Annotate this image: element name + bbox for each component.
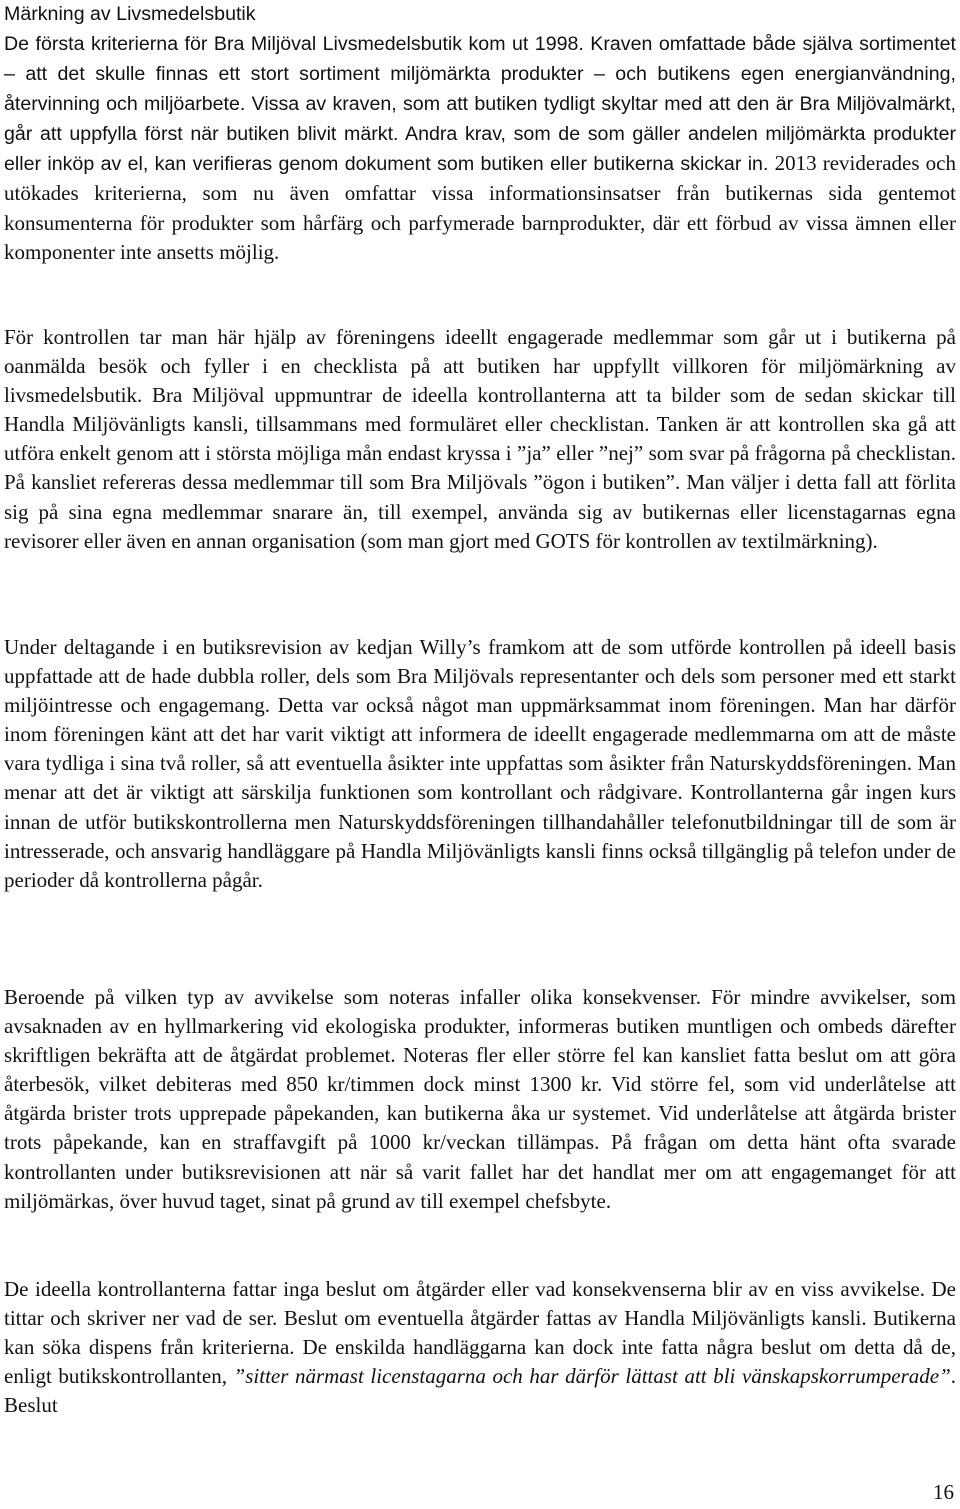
paragraph-criteria-sans: De första kriterierna för Bra Miljöval Livsmedelsbutik kom ut 1998. Kraven omfattade både själva sortimentet – att det skulle finnas ett stort sortiment miljömärkta produkter – och butikens egen energianvändning, återvinning och miljöarbete. Vissa av kraven, som att butiken tydligt skyltar med att den är Bra Miljövalmärkt, går att uppfylla först när butiken blivit märkt. Andra krav, som de som gäller andelen miljömärkta produkter eller inköp av el, kan verifieras genom dokument som butiken eller butikerna skickar in.	[4, 33, 956, 176]
paragraph-decisions	[4, 1275, 956, 1420]
paragraph-audit: Under deltagande i en butiksrevision av kedjan Willy’s framkom att de som utförde kontrollen på ideell basis uppfattade att de hade dubbla roller, dels som Bra Miljövals representanter och dels som personer med ett starkt miljöintresse och engagemang. Detta var också något man uppmärksammat inom föreningen. Man har därför inom föreningen känt att det har varit viktigt att informera de ideellt engagerade medlemmarna om att de måste vara tydliga i sina två roller, så att eventuella åsikter inte uppfattas som åsikter från Naturskyddsföreningen. Man menar att det är viktigt att särskilja funktionen som kontrollant och rådgivare. Kontrollanterna går ingen kurs innan de utför butikskontrollerna men Naturskyddsföreningen tillhandahåller telefonutbildningar till de som är intresserade, och ansvarig handläggare på Handla Miljövänligts kansli finns också tillgänglig på telefon under de perioder då kontrollerna pågår.	[4, 635, 956, 892]
quote-italic: ”sitter närmast licenstagarna och har därför lättast att bli vänskapskorrumperade”	[233, 1364, 951, 1389]
paragraph-criteria-serif: 2013 reviderades och utökades kriterierna, som nu även omfattar vissa informationsinsatser från butikernas sida gentemot konsumenterna för produkter som hårfärg och parfymerade barnprodukter, där ett förbud av vissa ämnen eller komponenter inte ansetts möjlig.	[4, 151, 956, 264]
paragraph-decisions-text: De ideella kontrollanterna fattar inga beslut om åtgärder eller vad konsekvenserna blir av en viss avvikelse. De tittar och skriver ner vad de ser. Beslut om eventuella åtgärder fattas av Handla Miljövänligts kansli. Butikerna kan söka dispens från kriterierna. De enskilda handläggarna kan dock inte fatta några beslut om detta då de, enligt butikskontrollanten,	[4, 1277, 956, 1389]
paragraph-consequences: Beroende på vilken typ av avvikelse som noteras infaller olika konsekvenser. För mindre avvikelser, som avsaknaden av en hyllmarkering vid ekologiska produkter, informeras butiken muntligen och ombeds därefter skriftligen bekräfta att de åtgärdat problemet. Noteras fler eller större fel kan kansliet fatta beslut om att göra återbesök, vilket debiteras med 850 kr/timmen dock minst 1300 kr. Vid större fel, som vid underlåtelse att åtgärda brister trots upprepade påpekanden, kan butikerna åka ur systemet. Vid underlåtelse att åtgärda brister trots påpekande, kan en straffavgift på 1000 kr/veckan tillämpas. På frågan om detta hänt ofta svarade kontrollanten under butiksrevisionen att när så varit fallet har det handlat mer om att engagemanget för att miljömärkas, över huvud taget, sinat på grund av till exempel chefsbyte.	[4, 985, 956, 1213]
page-number: 16	[933, 1480, 954, 1504]
paragraph-decisions-tail: . Beslut	[4, 1364, 957, 1418]
paragraph-criteria	[4, 29, 956, 267]
section-heading: Märkning av Livsmedelsbutik	[4, 3, 256, 25]
paragraph-control: För kontrollen tar man här hjälp av föreningens ideellt engagerade medlemmar som går ut i butikerna på oanmälda besök och fyller i en checklista på att butiken har uppfyllt villkoren för miljömärkning av livsmedelsbutik. Bra Miljöval uppmuntrar de ideella kontrollanterna att ta bilder som de sedan skickar till Handla Miljövänligts kansli, tillsammans med formuläret eller checklistan. Tanken är att kontrollen ska gå att utföra enkelt genom att i största möjliga mån endast kryssa i ”ja” eller ”nej” som svar på frågorna på checklistan. På kansliet refereras dessa medlemmar till som Bra Miljövals ”ögon i butiken”. Man väljer i detta fall att förlita sig på sina egna medlemmar snarare än, till exempel, använda sig av butikernas eller licenstagarnas egna revisorer eller även en annan organisation (som man gjort med GOTS för kontrollen av textilmärkning).	[4, 325, 956, 553]
